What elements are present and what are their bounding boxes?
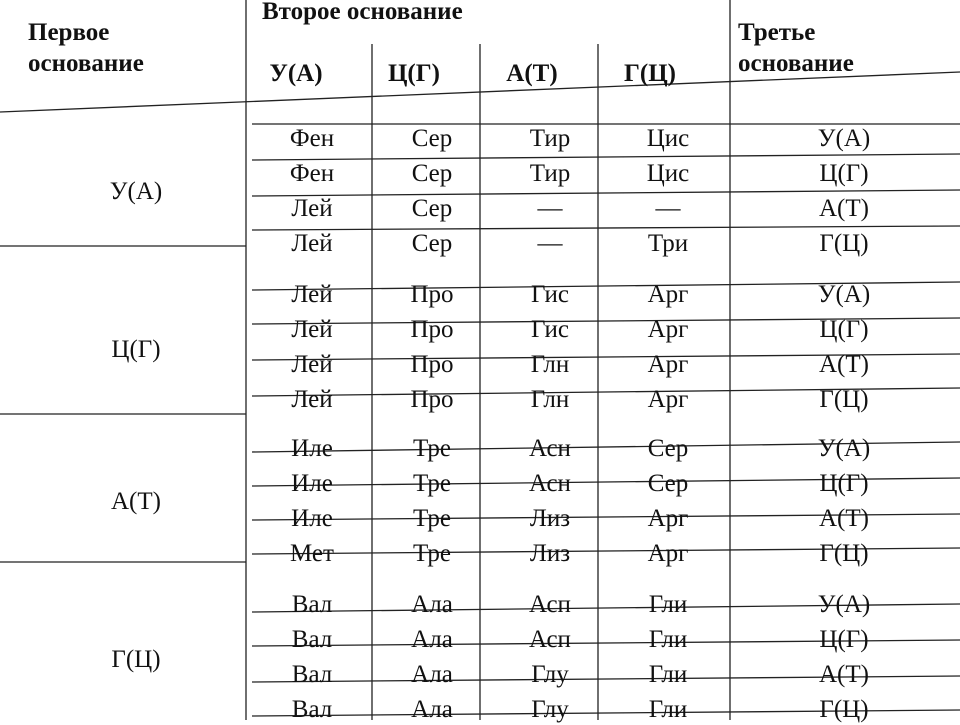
first-base-header-line2: основание xyxy=(28,50,144,77)
first-base-label: Ц(Г) xyxy=(111,336,161,363)
amino-acid-cell: Цис xyxy=(646,125,690,152)
amino-acid-cell: Лиз xyxy=(529,540,571,567)
amino-acid-cell: Лей xyxy=(291,316,333,343)
amino-acid-cell: Фен xyxy=(289,125,335,152)
amino-acid-cell: Арг xyxy=(647,316,689,343)
amino-acid-cell: Иле xyxy=(291,435,333,462)
third-base-label: А(Т) xyxy=(819,505,869,532)
third-base-label: А(Т) xyxy=(819,661,869,688)
third-base-label: У(А) xyxy=(817,281,871,308)
third-base-label: Г(Ц) xyxy=(819,696,869,723)
amino-acid-cell: Вал xyxy=(291,696,333,723)
amino-acid-cell: Вал xyxy=(291,626,333,653)
third-base-header xyxy=(738,17,854,79)
third-base-label: У(А) xyxy=(817,591,871,618)
amino-acid-cell: Сер xyxy=(411,230,453,257)
amino-acid-cell: Лиз xyxy=(529,505,571,532)
amino-acid-cell: Гис xyxy=(531,316,569,343)
amino-acid-cell: Лей xyxy=(291,351,333,378)
amino-acid-cell: Гли xyxy=(648,661,688,688)
amino-acid-cell: Арг xyxy=(647,281,689,308)
third-base-label: Г(Ц) xyxy=(819,386,869,413)
amino-acid-cell: Ала xyxy=(411,696,453,723)
third-base-label: А(Т) xyxy=(819,351,869,378)
third-base-label: А(Т) xyxy=(819,195,869,222)
third-base-label: Ц(Г) xyxy=(819,160,869,187)
amino-acid-cell: Арг xyxy=(647,505,689,532)
amino-acid-cell: Сер xyxy=(647,470,689,497)
amino-acid-cell: Сер xyxy=(411,125,453,152)
amino-acid-cell: Сер xyxy=(411,160,453,187)
amino-acid-cell: — xyxy=(537,230,563,257)
amino-acid-cell: Арг xyxy=(647,386,689,413)
amino-acid-cell: Про xyxy=(410,316,454,343)
third-base-label: Ц(Г) xyxy=(819,316,869,343)
amino-acid-cell: Три xyxy=(647,230,689,257)
amino-acid-cell: — xyxy=(537,195,563,222)
amino-acid-cell: Ала xyxy=(411,591,453,618)
second-base-header: Второе основание xyxy=(262,0,463,25)
amino-acid-cell: Арг xyxy=(647,351,689,378)
amino-acid-cell: Тре xyxy=(413,540,451,567)
amino-acid-cell: Про xyxy=(410,386,454,413)
third-base-label: Г(Ц) xyxy=(819,230,869,257)
amino-acid-cell: Глн xyxy=(530,386,570,413)
amino-acid-cell: Цис xyxy=(646,160,690,187)
amino-acid-cell: Лей xyxy=(291,281,333,308)
amino-acid-cell: Арг xyxy=(647,540,689,567)
amino-acid-cell: Гис xyxy=(531,281,569,308)
amino-acid-cell: Мет xyxy=(290,540,334,567)
amino-acid-cell: Про xyxy=(410,281,454,308)
amino-acid-cell: Асн xyxy=(529,470,571,497)
amino-acid-cell: Фен xyxy=(289,160,335,187)
amino-acid-cell: Лей xyxy=(291,195,333,222)
amino-acid-cell: Иле xyxy=(291,505,333,532)
amino-acid-cell: Лей xyxy=(291,230,333,257)
amino-acid-cell: Сер xyxy=(411,195,453,222)
amino-acid-cell: Тир xyxy=(529,125,571,152)
amino-acid-cell: Гли xyxy=(648,626,688,653)
amino-acid-cell: Лей xyxy=(291,386,333,413)
second-base-column-3: А(Т) xyxy=(506,60,558,87)
amino-acid-cell: Иле xyxy=(291,470,333,497)
amino-acid-cell: Сер xyxy=(647,435,689,462)
amino-acid-cell: Асп xyxy=(529,626,571,653)
first-base-header xyxy=(28,17,144,79)
amino-acid-cell: Гли xyxy=(648,591,688,618)
amino-acid-cell: Про xyxy=(410,351,454,378)
first-base-label: А(Т) xyxy=(111,488,161,515)
amino-acid-cell: Гли xyxy=(648,696,688,723)
second-base-column-1: У(А) xyxy=(269,60,323,87)
amino-acid-cell: Тре xyxy=(413,470,451,497)
amino-acid-cell: Ала xyxy=(411,661,453,688)
third-base-label: Ц(Г) xyxy=(819,470,869,497)
amino-acid-cell: Вал xyxy=(291,591,333,618)
first-base-header-line1: Первое xyxy=(28,19,110,46)
amino-acid-cell: Глу xyxy=(531,661,569,688)
first-base-label: Г(Ц) xyxy=(111,646,161,673)
amino-acid-cell: — xyxy=(655,195,681,222)
amino-acid-cell: Асн xyxy=(529,435,571,462)
third-base-header-line2: основание xyxy=(738,50,854,77)
second-base-column-4: Г(Ц) xyxy=(623,60,676,87)
amino-acid-cell: Глн xyxy=(530,351,570,378)
amino-acid-cell: Асп xyxy=(529,591,571,618)
first-base-label: У(А) xyxy=(109,178,163,205)
amino-acid-cell: Тре xyxy=(413,435,451,462)
amino-acid-cell: Вал xyxy=(291,661,333,688)
third-base-label: Г(Ц) xyxy=(819,540,869,567)
second-base-column-2: Ц(Г) xyxy=(387,60,440,87)
third-base-header-line1: Третье xyxy=(738,19,816,46)
third-base-label: У(А) xyxy=(817,125,871,152)
amino-acid-cell: Ала xyxy=(411,626,453,653)
third-base-label: У(А) xyxy=(817,435,871,462)
amino-acid-cell: Тир xyxy=(529,160,571,187)
third-base-label: Ц(Г) xyxy=(819,626,869,653)
amino-acid-cell: Глу xyxy=(531,696,569,723)
amino-acid-cell: Тре xyxy=(413,505,451,532)
